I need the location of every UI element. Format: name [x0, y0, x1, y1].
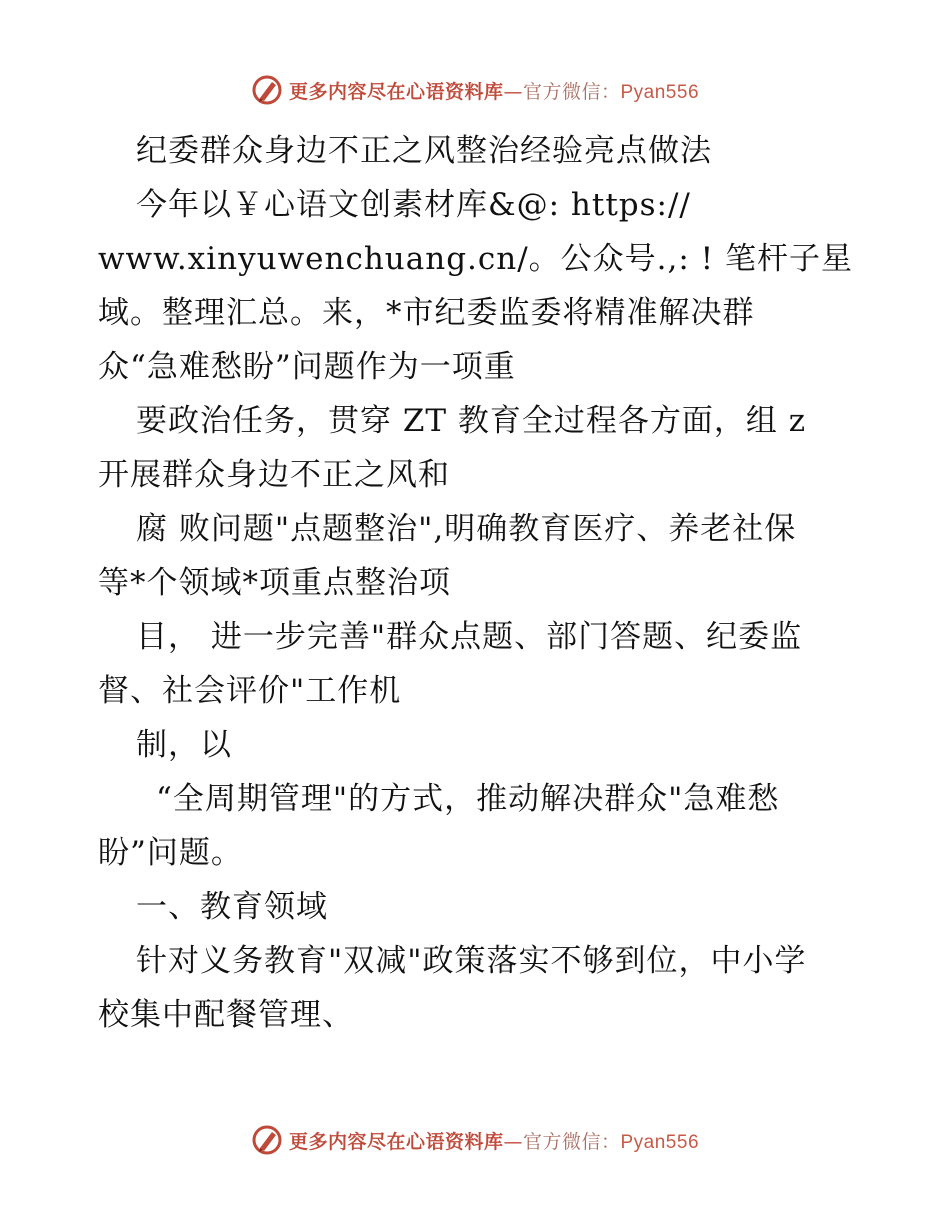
doc-line: 校集中配餐管理、 [98, 997, 354, 1033]
doc-line: 等*个领域*项重点整治项 [98, 565, 451, 601]
doc-line: 开展群众身边不正之风和 [98, 457, 450, 493]
doc-line: 目， 进一步完善"群众点题、部门答题、纪委监 [136, 619, 803, 655]
watermark-id: Pyan556 [620, 81, 700, 103]
doc-line: 众“急难愁盼”问题作为一项重 [98, 349, 516, 385]
doc-line: 今年以￥心语文创素材库&@: https:// [136, 187, 691, 223]
footer-watermark [0, 1120, 950, 1160]
doc-line: 域。整理汇总。来，*市纪委监委将精准解决群 [98, 295, 755, 331]
pen-logo-icon [251, 74, 283, 106]
watermark-main: 更多内容尽在心语资料库 [288, 1130, 504, 1153]
doc-line: 针对义务教育"双减"政策落实不够到位，中小学 [136, 943, 807, 979]
watermark-text [289, 1127, 699, 1154]
watermark-dash: — [503, 80, 523, 103]
doc-line: 要政治任务，贯穿 ZT 教育全过程各方面，组 z [136, 403, 807, 439]
watermark-id: Pyan556 [620, 1131, 700, 1153]
watermark-dash: — [503, 1130, 523, 1153]
pen-logo-icon [251, 1124, 283, 1156]
section-heading: 一、教育领域 [136, 889, 328, 925]
watermark-sub: 官方微信： [522, 80, 621, 103]
doc-title: 纪委群众身边不正之风整治经验亮点做法 [136, 133, 712, 169]
watermark-main: 更多内容尽在心语资料库 [288, 80, 504, 103]
doc-line: www.xinyuwenchuang.cn/。公众号.,: ! 笔杆子星 [98, 241, 853, 277]
doc-line: “全周期管理"的方式，推动解决群众"急难愁 [156, 781, 780, 817]
watermark-sub: 官方微信： [522, 1130, 621, 1153]
doc-line: 盼”问题。 [98, 835, 243, 871]
footer-watermark-inner [251, 1124, 699, 1156]
header-watermark-inner [251, 74, 699, 106]
doc-line: 制，以 [136, 727, 232, 763]
doc-line: 腐 败问题"点题整治",明确教育医疗、养老社保 [136, 511, 797, 547]
document-body [98, 124, 858, 1042]
header-watermark [0, 70, 950, 110]
watermark-text [289, 77, 699, 104]
doc-line: 督、社会评价"工作机 [98, 673, 402, 709]
